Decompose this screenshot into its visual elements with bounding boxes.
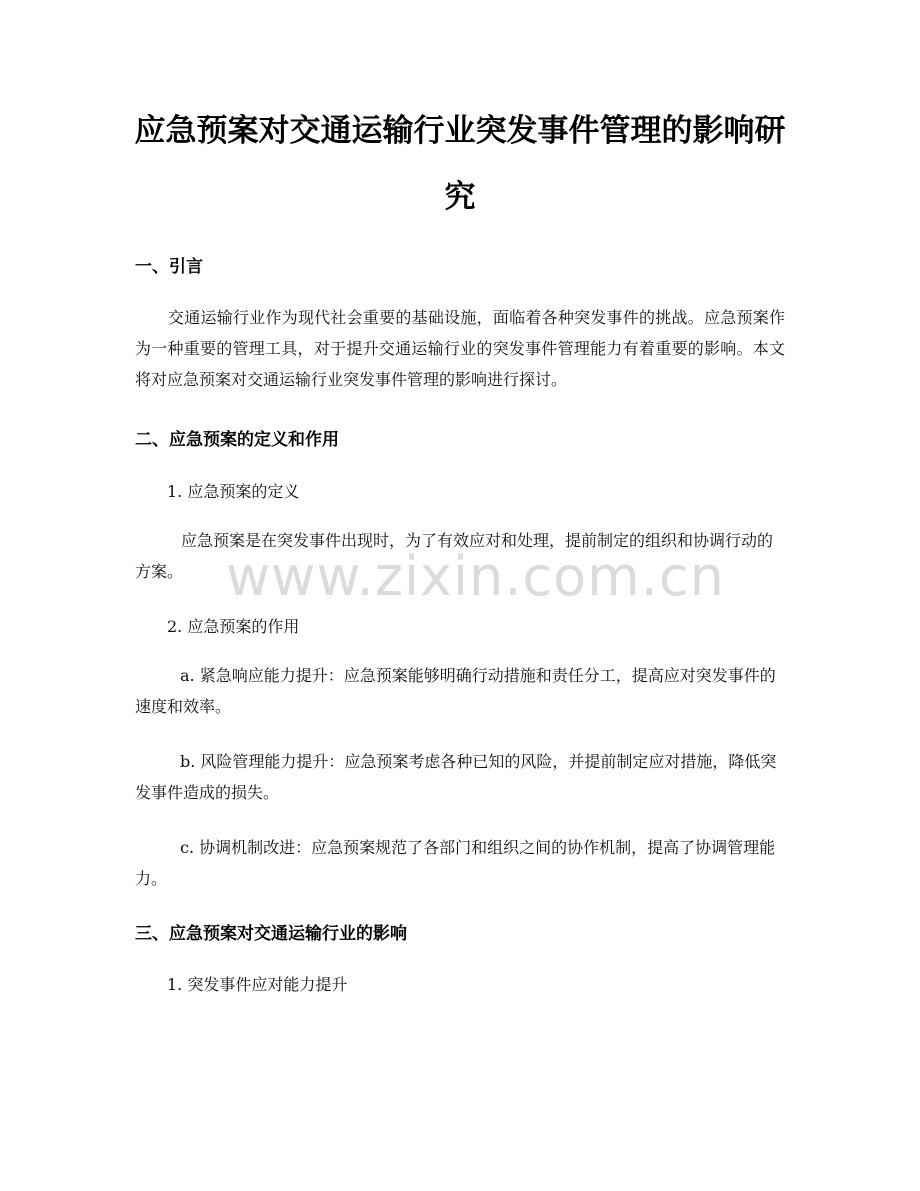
role-item-a: a. 紧急响应能力提升：应急预案能够明确行动措施和责任分工，提高应对突发事件的速度和效率。 — [135, 666, 776, 716]
subheading-definition: 1. 应急预案的定义 — [167, 482, 300, 501]
intro-paragraph: 交通运输行业作为现代社会重要的基础设施，面临着各种突发事件的挑战。应急预案作为一种重要的管理工具，对于提升交通运输行业的突发事件管理能力有着重要的影响。本文将对应急预案对交通运输行业突发事件管理的影响进行探讨。 — [135, 308, 785, 389]
section-heading-definition: 二、应急预案的定义和作用 — [135, 430, 339, 450]
watermark-text: www.zixin.com.cn — [226, 545, 725, 608]
document-title: 应急预案对交通运输行业突发事件管理的影响研究 — [134, 113, 786, 215]
role-item-c: c. 协调机制改进：应急预案规范了各部门和组织之间的协作机制，提高了协调管理能力。 — [135, 838, 776, 888]
section-heading-intro: 一、引言 — [135, 257, 203, 277]
definition-paragraph: 应急预案是在突发事件出现时，为了有效应对和处理，提前制定的组织和协调行动的方案。 — [135, 531, 774, 581]
role-item-b: b. 风险管理能力提升：应急预案考虑各种已知的风险，并提前制定应对措施，降低突发事件造成的损失。 — [135, 752, 777, 802]
subheading-response: 1. 突发事件应对能力提升 — [167, 975, 348, 994]
section-heading-impact: 三、应急预案对交通运输行业的影响 — [135, 924, 407, 944]
subheading-role: 2. 应急预案的作用 — [167, 617, 300, 636]
